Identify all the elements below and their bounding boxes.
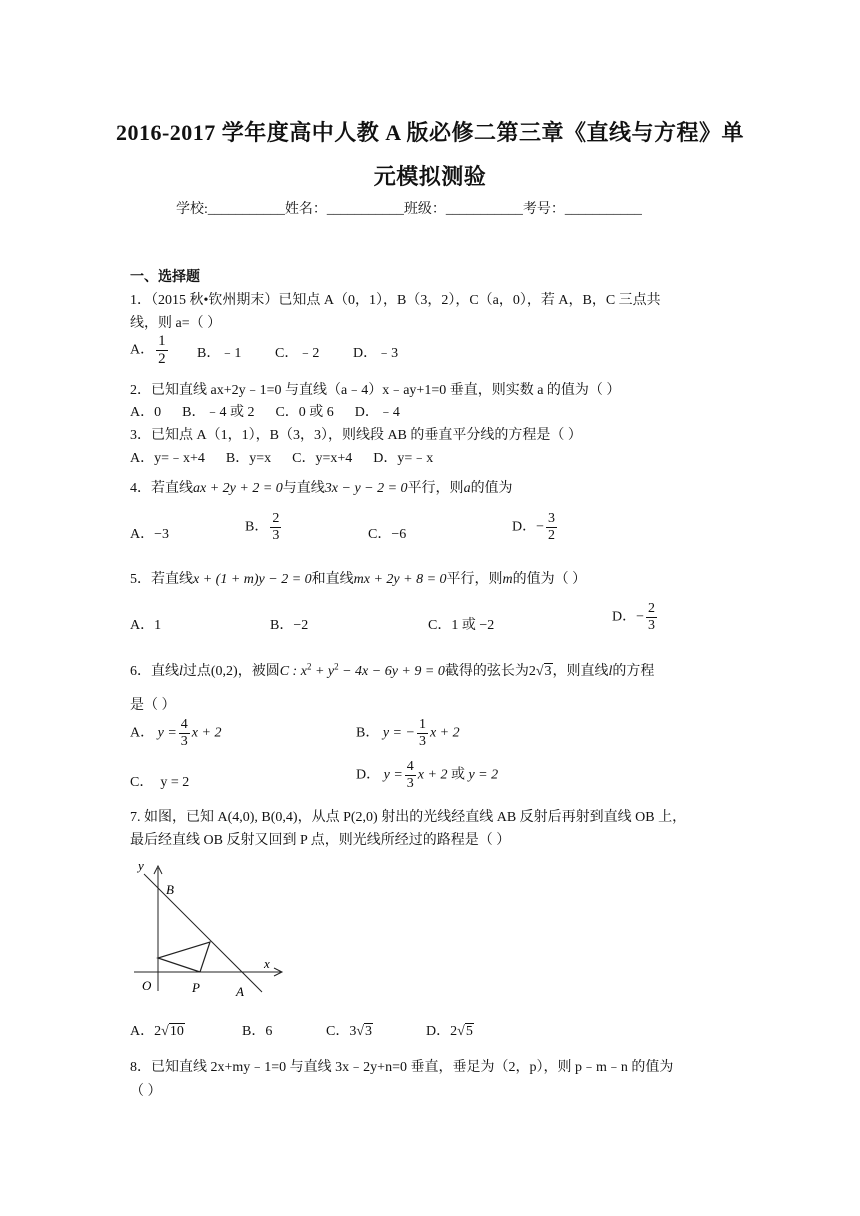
q1-option-d: D．﹣3: [353, 346, 399, 361]
q7-option-a: A．2√10: [130, 1024, 184, 1039]
q4-option-d: D．− $\frac{3}{2}$: [512, 511, 556, 543]
student-info-line: 学校:___________姓名：___________班级：___________考号：___________: [176, 202, 642, 217]
label-y: y: [138, 858, 144, 873]
q5-text: 5．若直线x + (1 + m)y − 2 = 0和直线mx + 2y + 8 = 0平行，则m的值为（ ）: [130, 572, 587, 587]
label-a: A: [236, 984, 244, 998]
q7-option-b: B．6: [242, 1024, 273, 1039]
label-p: P: [192, 980, 200, 995]
q3-text: 3．已知点 A（1，1），B（3，3），则线段 AB 的垂直平分线的方程是（ ）: [130, 428, 582, 443]
q1-text-line2: 线，则 a=（ ）: [130, 316, 222, 331]
q6-option-a: A． y = $\frac{4}{3}$ x + 2: [130, 717, 222, 749]
q8-text-line2: （ ）: [130, 1084, 162, 1099]
line-ab: [144, 874, 262, 992]
q1-option-b: B．﹣1: [197, 346, 242, 361]
section-heading: 一、选择题: [130, 270, 200, 285]
q7-text-line1: 7. 如图，已知 A(4,0), B(0,4)，从点 P(2,0) 射出的光线经直线 AB 反射后再射到直线 OB 上，: [130, 810, 687, 825]
q1-text-line1: 1．（2015 秋•钦州期末）已知点 A（0，1），B（3，2），C（a，0），若 A，B，C 三点共: [130, 293, 661, 308]
q6-option-b: B． y = − $\frac{1}{3}$ x + 2: [356, 717, 460, 749]
q7-text-line2: 最后经直线 OB 反射又回到 P 点，则光线所经过的路程是（ ）: [130, 833, 511, 848]
q7-option-d: D．2√5: [426, 1024, 473, 1039]
q2-options: A．0 B．﹣4 或 2 C．0 或 6 D．﹣4: [130, 405, 400, 420]
q6-text-line2: 是（ ）: [130, 698, 176, 713]
q5-option-a: A．1: [130, 618, 162, 633]
q4-option-b: B． $\frac{2}{3}$: [245, 511, 280, 543]
q6-option-c: C． y = 2: [130, 775, 190, 790]
q7-figure: [130, 856, 286, 998]
document-title-line1: 2016-2017 学年度高中人教 A 版必修二第三章《直线与方程》单: [115, 120, 744, 145]
q4-option-a: A．−3: [130, 527, 170, 542]
q3-options: A．y=﹣x+4 B．y=x C．y=x+4 D．y=﹣x: [130, 451, 434, 466]
q5-option-b: B．−2: [270, 618, 309, 633]
q7-option-c: C．3√3: [326, 1024, 373, 1039]
q2-text: 2．已知直线 ax+2y﹣1=0 与直线（a﹣4）x﹣ay+1=0 垂直，则实数 a 的值为（ ）: [130, 383, 621, 398]
document-title-line2: 元模拟测验: [373, 164, 487, 189]
q5-option-d: D．− $\frac{2}{3}$: [612, 601, 656, 633]
q6-option-d: D． y = $\frac{4}{3}$ x + 2 或 y = 2: [356, 759, 499, 791]
q1-option-c: C．﹣2: [275, 346, 320, 361]
q4-text: 4．若直线ax + 2y + 2 = 0与直线3x − y − 2 = 0平行，则a的值为: [130, 481, 513, 496]
q4-option-c: C．−6: [368, 527, 407, 542]
q1-option-a: A． $\frac{1}{2}$: [130, 333, 166, 367]
label-o: O: [142, 978, 152, 993]
label-x: x: [264, 956, 270, 971]
q5-option-c: C．1 或 −2: [428, 618, 495, 633]
light-path: [158, 942, 210, 972]
q8-text-line1: 8．已知直线 2x+my﹣1=0 与直线 3x﹣2y+n=0 垂直，垂足为（2，p），则 p﹣m﹣n 的值为: [130, 1060, 674, 1075]
label-b: B: [166, 882, 174, 897]
q6-text-line1: 6．直线l过点(0,2)，被圆C : $x^2 + y^2 - 4x - 6y + 9 = 0$截得的弦长为2√3，则直线l的方程: [130, 661, 655, 679]
